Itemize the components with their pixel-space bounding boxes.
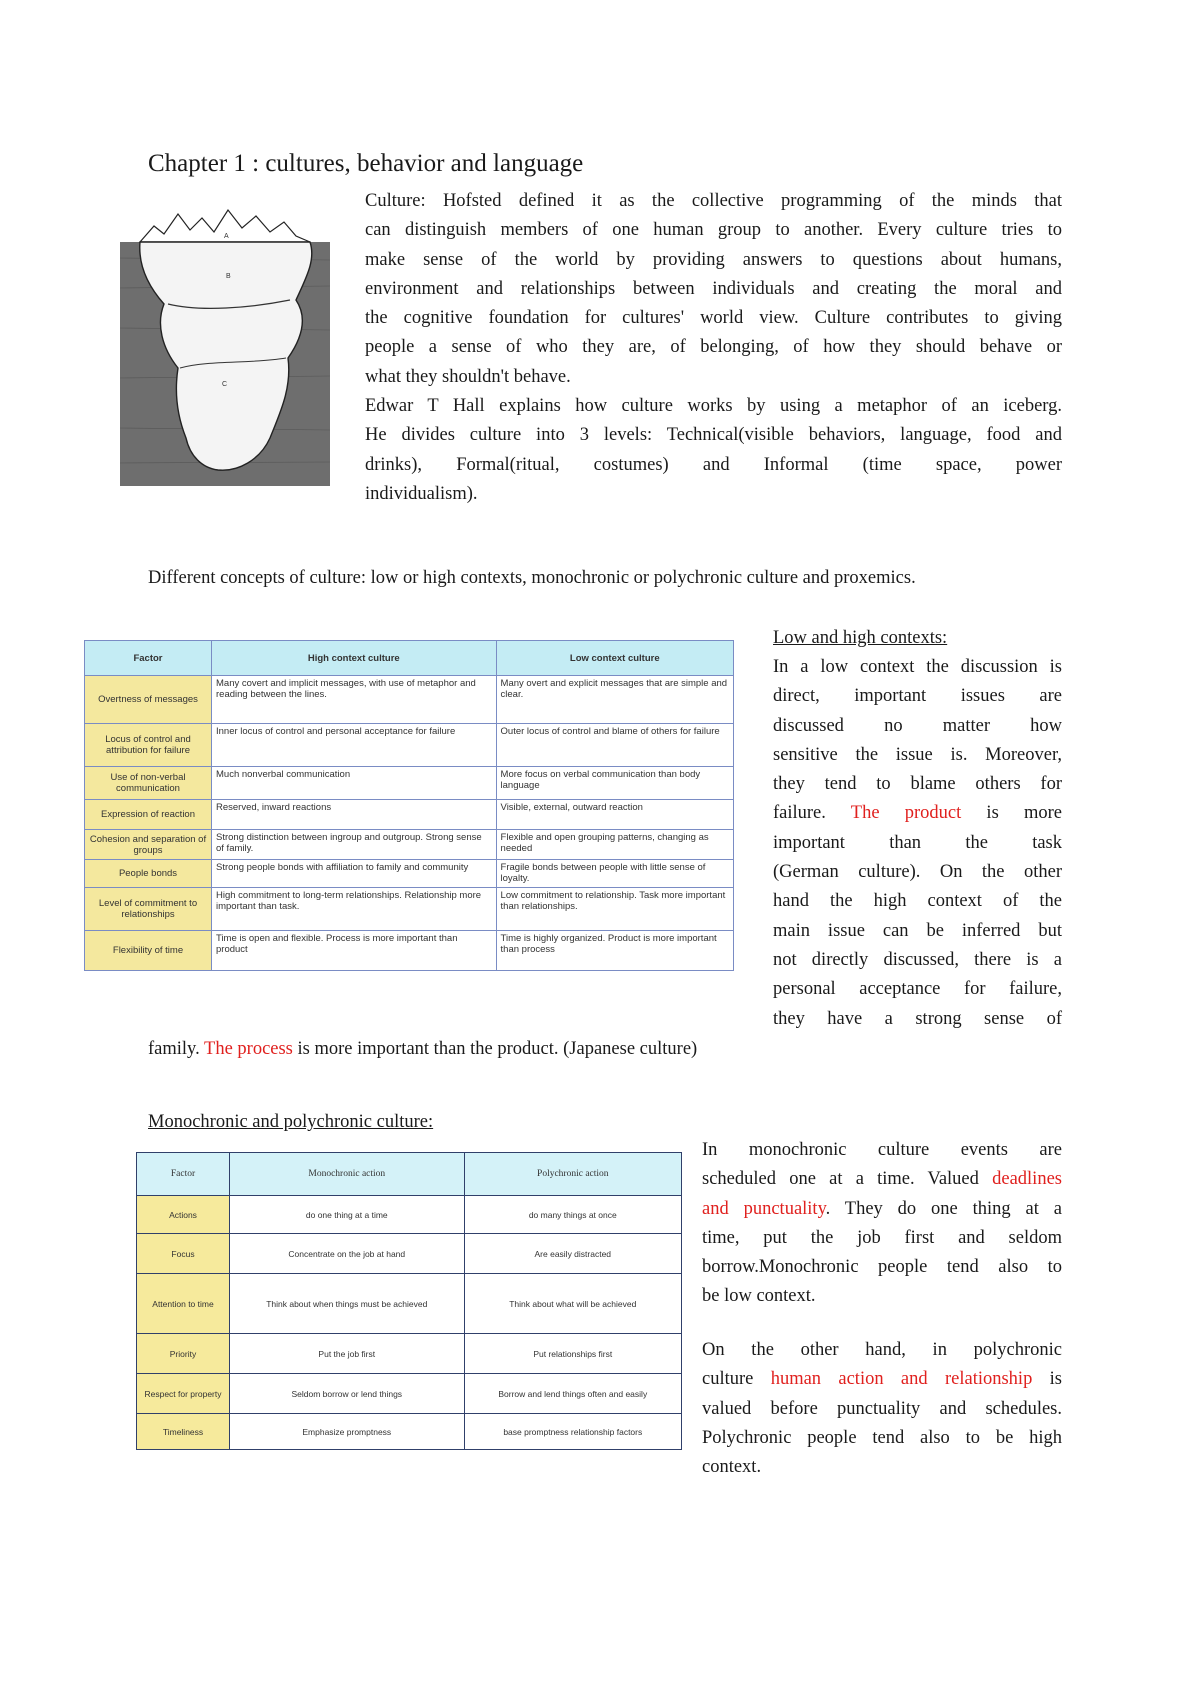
mono-p2-highlight: human action and relationship	[770, 1369, 1033, 1390]
mono-p1-line: time, put the job first and seldom	[702, 1227, 1062, 1248]
mono-table-cell: do many things at once	[464, 1196, 681, 1234]
mono-table	[136, 1152, 682, 1450]
context-line: sensitive the issue is. Moreover,	[773, 744, 1062, 765]
context-last-line	[148, 1035, 697, 1064]
intro-line: Culture: Hofsted defined it as the collective programming of the minds that	[365, 191, 1062, 211]
mono-table-cell: Timeliness	[137, 1414, 230, 1450]
intro-line: can distinguish members of one human group to another. Every culture tries to	[365, 220, 1062, 241]
context-line: (German culture). On the other	[773, 862, 1062, 883]
mono-table-cell: Put relationships first	[464, 1334, 681, 1374]
table-row	[137, 1234, 682, 1274]
table-row	[85, 830, 734, 860]
table-row	[85, 676, 734, 724]
intro-line: drinks), Formal(ritual, costumes) and Informal (time space, power	[365, 454, 1062, 475]
mono-table-cell: Priority	[137, 1334, 230, 1374]
context-last-line-red: The process	[204, 1039, 293, 1059]
context-table-cell: Use of non-verbal communication	[85, 767, 212, 800]
context-table-header: High context culture	[212, 641, 497, 676]
context-line: they tend to blame others for	[773, 774, 1062, 795]
context-table-cell: Fragile bonds between people with little sense of loyalty.	[496, 860, 733, 888]
mono-table-cell: Emphasize promptness	[230, 1414, 465, 1450]
mono-p1-text: . They do one thing at a	[825, 1198, 1062, 1219]
context-table-header: Low context culture	[496, 641, 733, 676]
context-table-cell: Time is highly organized. Product is more important than process	[496, 931, 733, 971]
iceberg-label-c: C	[222, 381, 228, 388]
iceberg-label-a: A	[224, 233, 229, 240]
mono-p1-line	[702, 1165, 1062, 1194]
mono-table-cell: Think about what will be achieved	[464, 1274, 681, 1334]
context-table-cell: Cohesion and separation of groups	[85, 830, 212, 860]
mono-p1-highlight: deadlines	[992, 1169, 1062, 1190]
context-text: is more	[961, 803, 1062, 824]
table-row	[137, 1414, 682, 1450]
context-text: failure.	[773, 803, 851, 824]
context-table-wrap	[84, 640, 734, 971]
table-row	[137, 1374, 682, 1414]
intro-line: Edwar T Hall explains how culture works by using a metaphor of an iceberg.	[365, 396, 1062, 417]
context-line: hand the high context of the	[773, 891, 1062, 912]
table-row	[85, 860, 734, 888]
context-last-line-b: is more important than the product. (Japanese culture)	[292, 1039, 698, 1059]
mono-table-cell: Respect for property	[137, 1374, 230, 1414]
mono-paragraph-1	[702, 1136, 1062, 1312]
mono-p1-line: In monochronic culture events are	[702, 1140, 1062, 1160]
mono-table-header: Monochronic action	[230, 1153, 465, 1196]
mono-p2-line: context.	[702, 1457, 762, 1478]
concepts-heading: Different concepts of culture: low or high contexts, monochronic or polychronic culture and proxemics.	[148, 568, 916, 588]
context-line	[773, 799, 1062, 828]
context-line: important than the task	[773, 832, 1062, 853]
context-table-cell: Expression of reaction	[85, 800, 212, 830]
context-table-cell: High commitment to long-term relationships. Relationship more important than task.	[212, 888, 497, 931]
table-row	[137, 1196, 682, 1234]
context-table-cell: Outer locus of control and blame of others for failure	[496, 724, 733, 767]
mono-p1-line: be low context.	[702, 1286, 816, 1307]
mono-p2-line: valued before punctuality and schedules.	[702, 1398, 1062, 1419]
mono-table-cell: Seldom borrow or lend things	[230, 1374, 465, 1414]
context-line: direct, important issues are	[773, 686, 1062, 707]
context-line: main issue can be inferred but	[773, 920, 1062, 941]
intro-line: what they shouldn't behave.	[365, 366, 571, 387]
table-row	[85, 800, 734, 830]
chapter-title: Chapter 1 : cultures, behavior and language	[148, 150, 584, 177]
context-heading: Low and high contexts:	[773, 628, 948, 648]
mono-table-cell: Put the job first	[230, 1334, 465, 1374]
iceberg-label-b: B	[226, 273, 231, 280]
context-table-header: Factor	[85, 641, 212, 676]
context-table	[84, 640, 734, 971]
intro-line: He divides culture into 3 levels: Technical(visible behaviors, language, food and	[365, 425, 1062, 446]
table-row	[85, 767, 734, 800]
mono-table-header: Polychronic action	[464, 1153, 681, 1196]
context-table-cell: Overtness of messages	[85, 676, 212, 724]
context-table-cell: Low commitment to relationship. Task more important than relationships.	[496, 888, 733, 931]
intro-line: make sense of the world by providing answers to questions about humans,	[365, 249, 1062, 270]
mono-table-cell: do one thing at a time	[230, 1196, 465, 1234]
context-line: not directly discussed, there is a	[773, 949, 1062, 970]
mono-p2-line: On the other hand, in polychronic	[702, 1340, 1062, 1360]
context-paragraph	[773, 653, 1062, 1034]
mono-p2-line: Polychronic people tend also to be high	[702, 1427, 1062, 1448]
context-last-line-a: family.	[148, 1039, 205, 1059]
mono-p2-text: is	[1032, 1369, 1063, 1390]
mono-p1-line: borrow.Monochronic people tend also to	[702, 1257, 1062, 1278]
context-table-cell: Visible, external, outward reaction	[496, 800, 733, 830]
intro-paragraph	[365, 187, 1062, 509]
context-table-cell: Much nonverbal communication	[212, 767, 497, 800]
context-table-cell: Flexible and open grouping patterns, changing as needed	[496, 830, 733, 860]
context-table-cell: Flexibility of time	[85, 931, 212, 971]
mono-table-cell: Borrow and lend things often and easily	[464, 1374, 681, 1414]
iceberg-illustration	[120, 208, 330, 486]
mono-table-header: Factor	[137, 1153, 230, 1196]
table-row	[137, 1334, 682, 1374]
table-row	[137, 1274, 682, 1334]
table-row	[85, 888, 734, 931]
mono-table-wrap	[136, 1152, 682, 1450]
mono-table-cell: base promptness relationship factors	[464, 1414, 681, 1450]
context-table-cell: More focus on verbal communication than body language	[496, 767, 733, 800]
intro-line: the cognitive foundation for cultures' world view. Culture contributes to giving	[365, 308, 1062, 329]
table-row	[85, 724, 734, 767]
context-line: discussed no matter how	[773, 715, 1062, 736]
context-table-cell: People bonds	[85, 860, 212, 888]
mono-table-cell: Concentrate on the job at hand	[230, 1234, 465, 1274]
mono-p2-line	[702, 1365, 1062, 1394]
context-table-cell: Level of commitment to relationships	[85, 888, 212, 931]
mono-table-cell: Think about when things must be achieved	[230, 1274, 465, 1334]
mono-paragraph-2	[702, 1336, 1062, 1482]
mono-table-cell: Focus	[137, 1234, 230, 1274]
context-table-cell: Time is open and flexible. Process is more important than product	[212, 931, 497, 971]
intro-line: individualism).	[365, 483, 478, 504]
mono-heading: Monochronic and polychronic culture:	[148, 1112, 434, 1132]
context-table-cell: Strong distinction between ingroup and outgroup. Strong sense of family.	[212, 830, 497, 860]
context-table-cell: Many covert and implicit messages, with use of metaphor and reading between the lines.	[212, 676, 497, 724]
context-line: In a low context the discussion is	[773, 657, 1062, 677]
context-table-cell: Strong people bonds with affiliation to family and community	[212, 860, 497, 888]
mono-p2-text: culture	[702, 1369, 771, 1390]
context-table-cell: Locus of control and attribution for failure	[85, 724, 212, 767]
intro-line: environment and relationships between individuals and creating the moral and	[365, 278, 1062, 299]
intro-line: people a sense of who they are, of belonging, of how they should behave or	[365, 337, 1062, 358]
context-highlight: The product	[850, 803, 962, 824]
mono-table-cell: Are easily distracted	[464, 1234, 681, 1274]
mono-table-cell: Actions	[137, 1196, 230, 1234]
context-table-cell: Many overt and explicit messages that are simple and clear.	[496, 676, 733, 724]
table-row	[85, 931, 734, 971]
context-line: they have a strong sense of	[773, 1008, 1062, 1029]
mono-p1-highlight: and punctuality	[702, 1198, 826, 1219]
context-line: personal acceptance for failure,	[773, 979, 1062, 1000]
mono-p1-line	[702, 1195, 1062, 1224]
mono-table-cell: Attention to time	[137, 1274, 230, 1334]
context-table-cell: Reserved, inward reactions	[212, 800, 497, 830]
context-table-cell: Inner locus of control and personal acceptance for failure	[212, 724, 497, 767]
mono-p1-text: scheduled one at a time. Valued	[702, 1169, 993, 1190]
